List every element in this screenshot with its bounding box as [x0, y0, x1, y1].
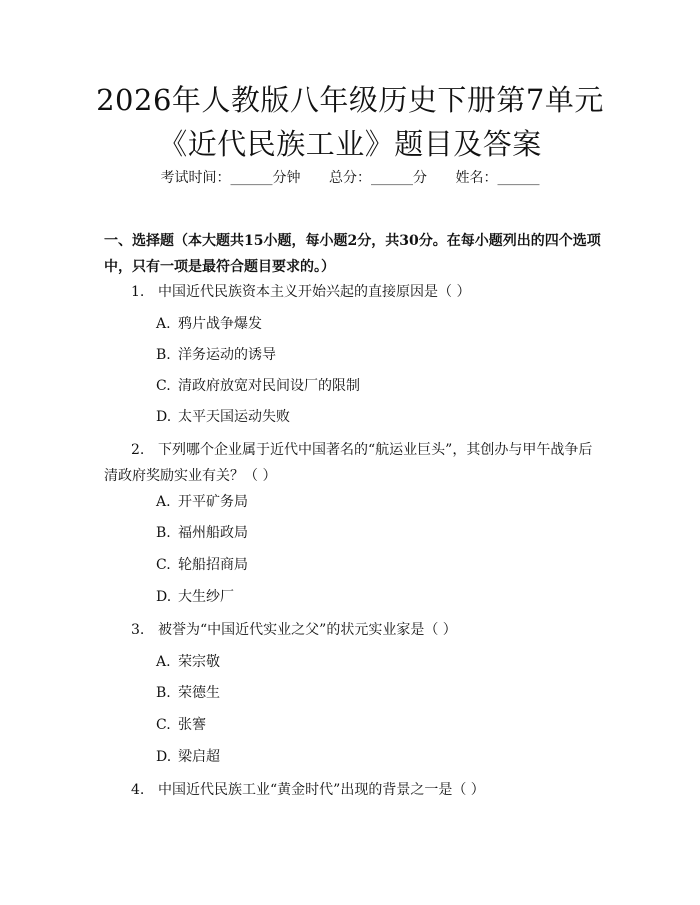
total-score-field: 总分：______分 — [329, 170, 427, 186]
option-text: 清政府放宽对民间设厂的限制 — [178, 378, 360, 394]
question-text: 下列哪个企业属于近代中国著名的“航运业巨头”，其创办与甲午战争后清政府奖励实业有关？（ ） — [104, 442, 593, 484]
option-text: 荣德生 — [178, 685, 220, 701]
option-text: 大生纱厂 — [178, 589, 234, 605]
question-number: 3. — [131, 622, 145, 638]
option-text: 洋务运动的诱导 — [178, 347, 276, 363]
exam-time-field: 考试时间：______分钟 — [160, 170, 301, 186]
option-text: 开平矿务局 — [178, 494, 248, 510]
question-3-option-b — [156, 683, 220, 703]
question-text: 被誉为“中国近代实业之父”的状元实业家是（ ） — [158, 622, 457, 638]
option-text: 轮船招商局 — [178, 557, 248, 573]
question-1 — [104, 279, 602, 305]
option-text: 梁启超 — [178, 749, 220, 765]
option-letter: C. — [156, 378, 171, 394]
option-letter: C. — [156, 557, 171, 573]
question-number: 1. — [131, 284, 145, 300]
question-2-option-a — [156, 492, 248, 512]
question-3-option-d — [156, 747, 220, 767]
question-2-option-b — [156, 523, 248, 543]
question-text: 中国近代民族工业“黄金时代”出现的背景之一是（ ） — [158, 782, 485, 798]
question-1-option-a — [156, 314, 262, 334]
option-text: 鸦片战争爆发 — [178, 316, 262, 332]
option-text: 荣宗敬 — [178, 654, 220, 670]
option-letter: D. — [156, 589, 172, 605]
question-1-option-c — [156, 376, 360, 396]
question-3-option-c — [156, 715, 206, 735]
student-name-field: 姓名：______ — [455, 170, 540, 186]
option-text: 福州船政局 — [178, 525, 248, 541]
option-letter: B. — [156, 347, 171, 363]
document-title: 2026年人教版八年级历史下册第7单元《近代民族工业》题目及答案 — [96, 83, 604, 161]
question-number: 4. — [131, 782, 145, 798]
option-letter: B. — [156, 525, 171, 541]
question-1-option-d — [156, 407, 290, 427]
section-heading: 一、选择题（本大题共15小题，每小题2分，共30分。在每小题列出的四个选项中，只有一项是最符合题目要求的。） — [104, 233, 601, 275]
question-2 — [104, 437, 602, 489]
option-letter: D. — [156, 409, 172, 425]
option-letter: B. — [156, 685, 171, 701]
exam-info — [0, 168, 700, 188]
question-number: 2. — [131, 442, 145, 458]
option-letter: A. — [156, 654, 171, 670]
option-text: 张謇 — [178, 717, 206, 733]
option-letter: A. — [156, 316, 171, 332]
question-3-option-a — [156, 652, 220, 672]
option-letter: A. — [156, 494, 171, 510]
option-letter: C. — [156, 717, 171, 733]
question-2-option-c — [156, 555, 248, 575]
question-2-option-d — [156, 587, 234, 607]
question-3 — [104, 617, 602, 643]
option-letter: D. — [156, 749, 172, 765]
option-text: 太平天国运动失败 — [178, 409, 290, 425]
question-4 — [104, 777, 602, 803]
question-text: 中国近代民族资本主义开始兴起的直接原因是（ ） — [158, 284, 471, 300]
question-1-option-b — [156, 345, 276, 365]
